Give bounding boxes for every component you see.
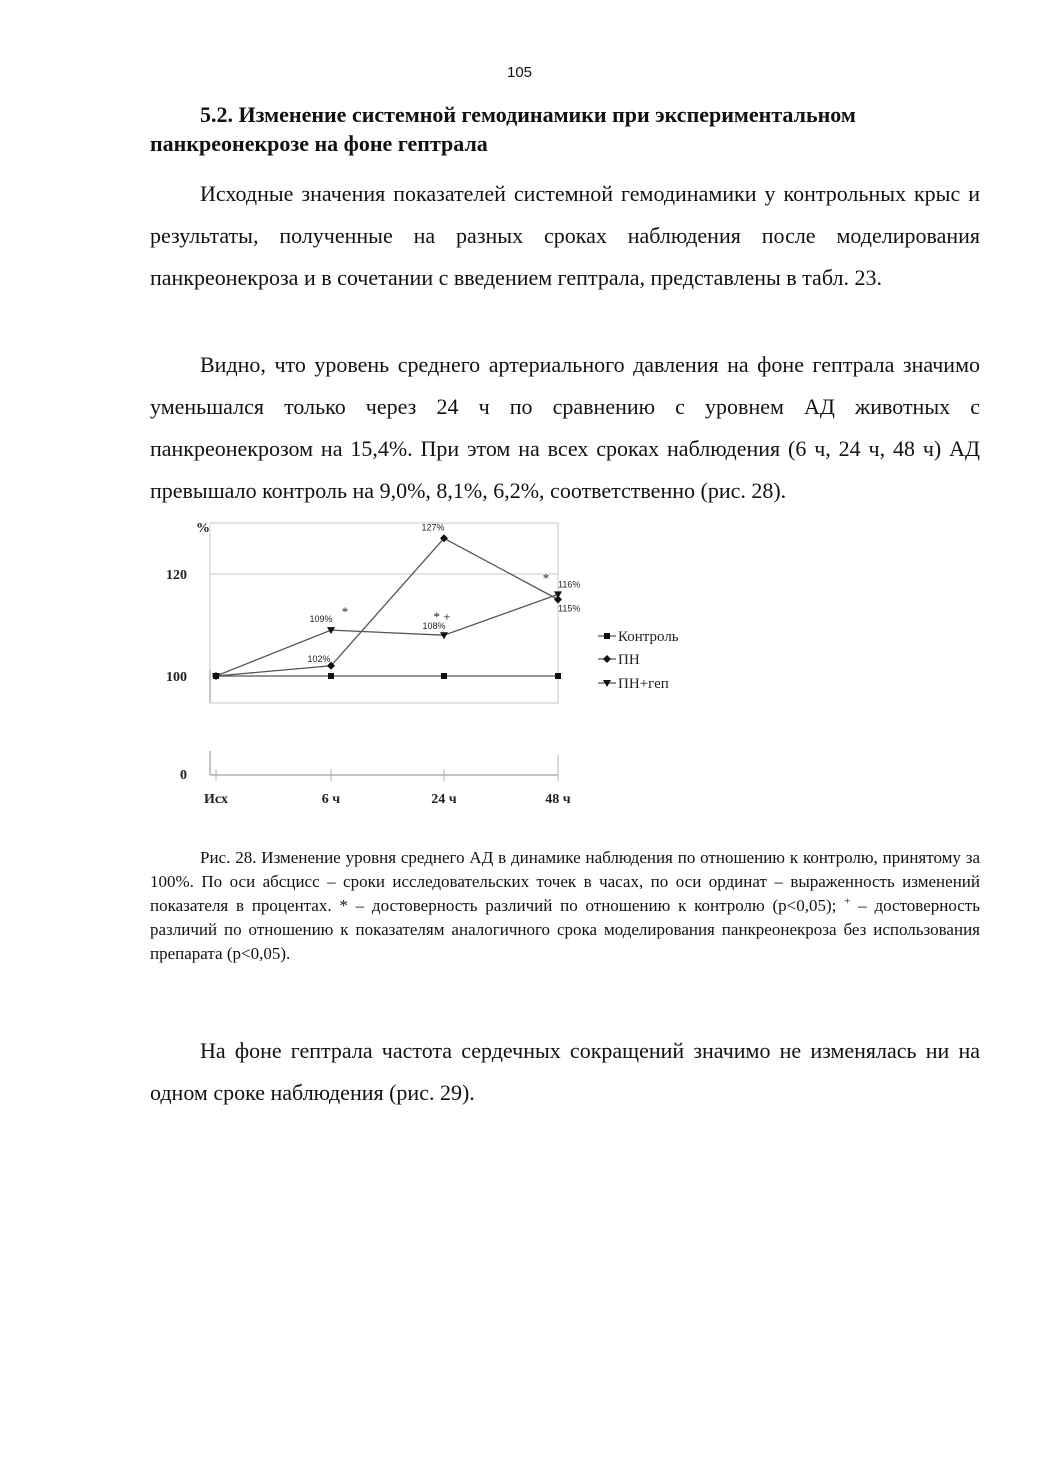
paragraph-heart-rate: На фоне гептрала частота сердечных сокращений значимо не изменялась ни на одном сроке наблюдения (рис. 29). <box>150 1038 980 1105</box>
significance-marker: * + <box>433 609 451 625</box>
legend-marker-2 <box>603 655 611 663</box>
x-tick-label: Исх <box>204 792 228 807</box>
caption-text-2: – достоверность различий по отношению к показателям аналогичного срока моделирования панкреонекроза без использования препарата (р<0,05). <box>150 896 980 963</box>
series-line-3 <box>216 594 558 676</box>
data-label: 109% <box>309 614 333 625</box>
data-label: 108% <box>422 621 446 632</box>
y-tick-label: 120 <box>166 568 187 583</box>
data-label: 102% <box>307 653 331 664</box>
y-tick-label: 0 <box>180 768 187 783</box>
legend-label: ПН <box>618 652 640 668</box>
figure-caption <box>150 846 980 966</box>
section-heading: 5.2. Изменение системной гемодинамики при экспериментальном панкреонекрозе на фоне гептрала <box>150 102 856 156</box>
legend-label: ПН+геп <box>618 676 669 692</box>
y-tick-label: 100 <box>166 670 187 685</box>
data-label: 116% <box>558 579 581 590</box>
y-axis-label: % <box>196 521 210 536</box>
legend-marker-1 <box>604 633 610 639</box>
paragraph-initial-values: Исходные значения показателей системной гемодинамики у контрольных крыс и результаты, полученные на разных сроках наблюдения после моделирования панкреонекроза и в сочетании с введением гептрала, представлены в табл. 23. <box>150 181 980 290</box>
x-tick-label: 24 ч <box>431 792 457 807</box>
significance-marker: * <box>542 570 550 586</box>
data-point-series-1 <box>441 673 447 679</box>
caption-plus-sign: + <box>844 895 851 908</box>
x-tick-label: 48 ч <box>545 792 571 807</box>
paragraph-pressure-results: Видно, что уровень среднего артериального давления на фоне гептрала значимо уменьшался только через 24 ч по сравнению с уровнем АД животных с панкреонекрозом на 15,4%. При этом на всех сроках наблюдения (6 ч, 24 ч, 48 ч) АД превышало контроль на 9,0%, 8,1%, 6,2%, соответственно (рис. 28). <box>150 352 980 503</box>
x-tick-label: 6 ч <box>321 792 341 807</box>
caption-text-1: Рис. 28. Изменение уровня среднего АД в динамике наблюдения по отношению к контролю, принятому за 100%. По оси абсцисс – сроки исследовательских точек в часах, по оси ординат – выраженность изменений показателя в процентах. * – достоверность различий по отношению к контролю (р<0,05); <box>150 848 980 915</box>
data-point-series-1 <box>555 673 561 679</box>
legend-label: Контроль <box>618 629 679 645</box>
page-number: 105 <box>506 64 533 81</box>
significance-marker: * <box>341 604 349 620</box>
data-label: 127% <box>421 522 445 533</box>
data-point-series-1 <box>328 673 334 679</box>
blood-pressure-chart <box>150 515 710 815</box>
data-label: 115% <box>558 603 581 614</box>
